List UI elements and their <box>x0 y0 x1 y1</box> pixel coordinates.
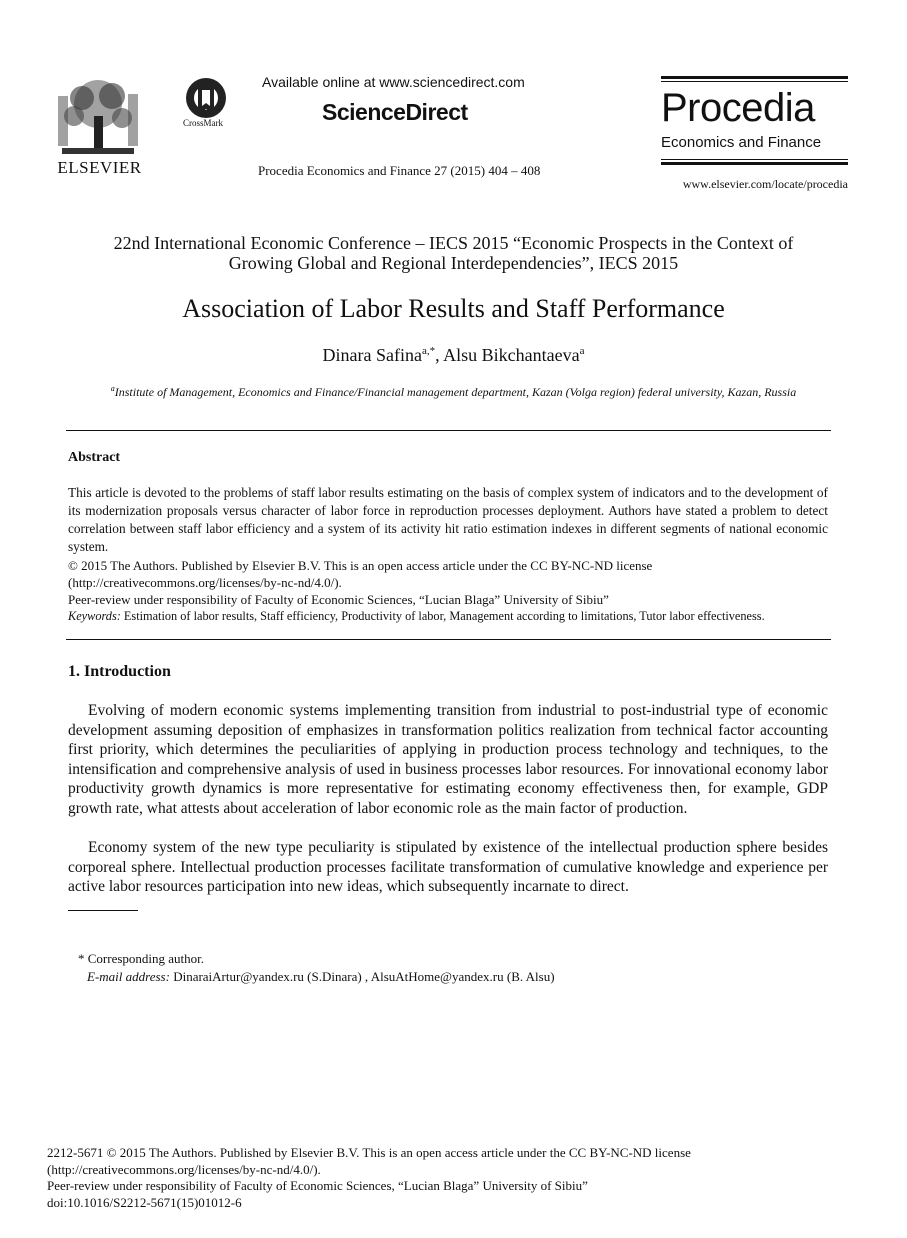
author-2-sup: a <box>579 345 585 357</box>
logo-rule-top-thin <box>661 81 848 82</box>
affiliation <box>60 384 847 400</box>
authors <box>60 345 847 366</box>
email-line <box>87 969 555 985</box>
journal-reference: Procedia Economics and Finance 27 (2015) 404 – 408 <box>258 163 541 178</box>
author-1: Dinara Safina <box>322 345 422 365</box>
journal-logo <box>661 76 848 165</box>
section-heading-introduction: 1. Introduction <box>68 663 171 680</box>
keywords-line <box>68 608 828 625</box>
author-2: Alsu Bikchantaeva <box>443 345 580 365</box>
email-label: E-mail address: <box>87 969 170 984</box>
conference-line-1: 22nd International Economic Conference – IECS 2015 “Economic Prospects in the Context of <box>113 233 794 253</box>
email-text[interactable]: DinaraiArtur@yandex.ru (S.Dinara) , AlsuAtHome@yandex.ru (B. Alsu) <box>169 969 555 984</box>
author-separator: , <box>435 345 444 365</box>
keywords-label: Keywords: <box>68 609 121 623</box>
peer-review-line: Peer-review under responsibility of Faculty of Economic Sciences, “Lucian Blaga” University of Sibiu” <box>68 592 609 607</box>
author-1-sup: a,* <box>421 345 436 357</box>
footer-license-link[interactable]: (http://creativecommons.org/licenses/by-nc-nd/4.0/). <box>47 1161 321 1177</box>
license-link[interactable]: (http://creativecommons.org/licenses/by-nc-nd/4.0/). <box>68 575 342 590</box>
keywords-text: Estimation of labor results, Staff efficiency, Productivity of labor, Management according to limitations, Tutor labor effectiveness. <box>120 609 765 623</box>
journal-name: Procedia <box>661 86 815 130</box>
abstract-block <box>68 484 828 625</box>
conference-heading <box>60 233 847 273</box>
journal-url[interactable]: www.elsevier.com/locate/procedia <box>682 177 848 191</box>
abstract-heading: Abstract <box>68 450 121 465</box>
footer-peer-review: Peer-review under responsibility of Faculty of Economic Sciences, “Lucian Blaga” University of Sibiu” <box>47 1178 588 1193</box>
footer-doi[interactable]: doi:10.1016/S2212-5671(15)01012-6 <box>47 1194 242 1210</box>
footer-issn-line: 2212-5671 © 2015 The Authors. Published by Elsevier B.V. This is an open access article under the CC BY-NC-ND license <box>47 1145 691 1160</box>
divider-top <box>66 430 831 431</box>
footnote-rule <box>68 910 138 911</box>
copyright-line: © 2015 The Authors. Published by Elsevier B.V. This is an open access article under the CC BY-NC-ND license <box>68 558 653 573</box>
sciencedirect-logo: ScienceDirect <box>322 99 468 125</box>
available-online-text[interactable]: Available online at www.sciencedirect.com <box>262 74 525 90</box>
divider-bottom <box>66 639 831 640</box>
affiliation-text: Institute of Management, Economics and Finance/Financial management department, Kazan (Volga region) federal university, Kazan, Russia <box>114 385 797 399</box>
publisher-name: ELSEVIER <box>57 158 142 177</box>
corresponding-author-note: * Corresponding author. <box>78 951 205 966</box>
affiliation-sup: a <box>110 384 115 393</box>
intro-paragraph-1: Evolving of modern economic systems implementing transition from industrial to post-industrial type of economic development assuming deposition of emphasizes in transformation politics realization from technical factor accounting first priority, which determines the peculiarities of applying in production process technology and techniques, to the intensification and comprehensive analysis of used in business processes labor resources. For innovational economy labor productivity growth dynamics is more representative for estimating economy effectiveness then, for example, GDP growth rate, what attests about acceleration of labor economic role as the main factor of production. <box>68 702 828 817</box>
intro-paragraph-2: Economy system of the new type peculiarity is stipulated by existence of the intellectual production sphere besides corporeal sphere. Intellectual production processes facilitate transformation of cumulative knowledge and experience per active labor resources participation into new ideas, which subsequently incarnate to direct. <box>68 839 828 895</box>
conference-line-2: Growing Global and Regional Interdependencies”, IECS 2015 <box>228 253 679 273</box>
journal-subtitle: Economics and Finance <box>661 134 822 151</box>
abstract-text: This article is devoted to the problems of staff labor results estimating on the basis of complex system of indicators and to the development of its modernization proposals versus character of labor force in reproduction processes deployment. Authors have stated a problem to detect correlation between staff labor efficiency and a system of its activity hit ratio estimation indexes in different segments of national economic system. <box>68 485 828 554</box>
logo-rule-bottom-thin <box>661 159 848 160</box>
crossmark-label: CrossMark <box>183 118 223 128</box>
paper-title: Association of Labor Results and Staff Performance <box>182 294 725 323</box>
page-footer <box>47 1145 847 1211</box>
logo-rule-top <box>661 76 848 79</box>
logo-rule-bottom <box>661 162 848 165</box>
